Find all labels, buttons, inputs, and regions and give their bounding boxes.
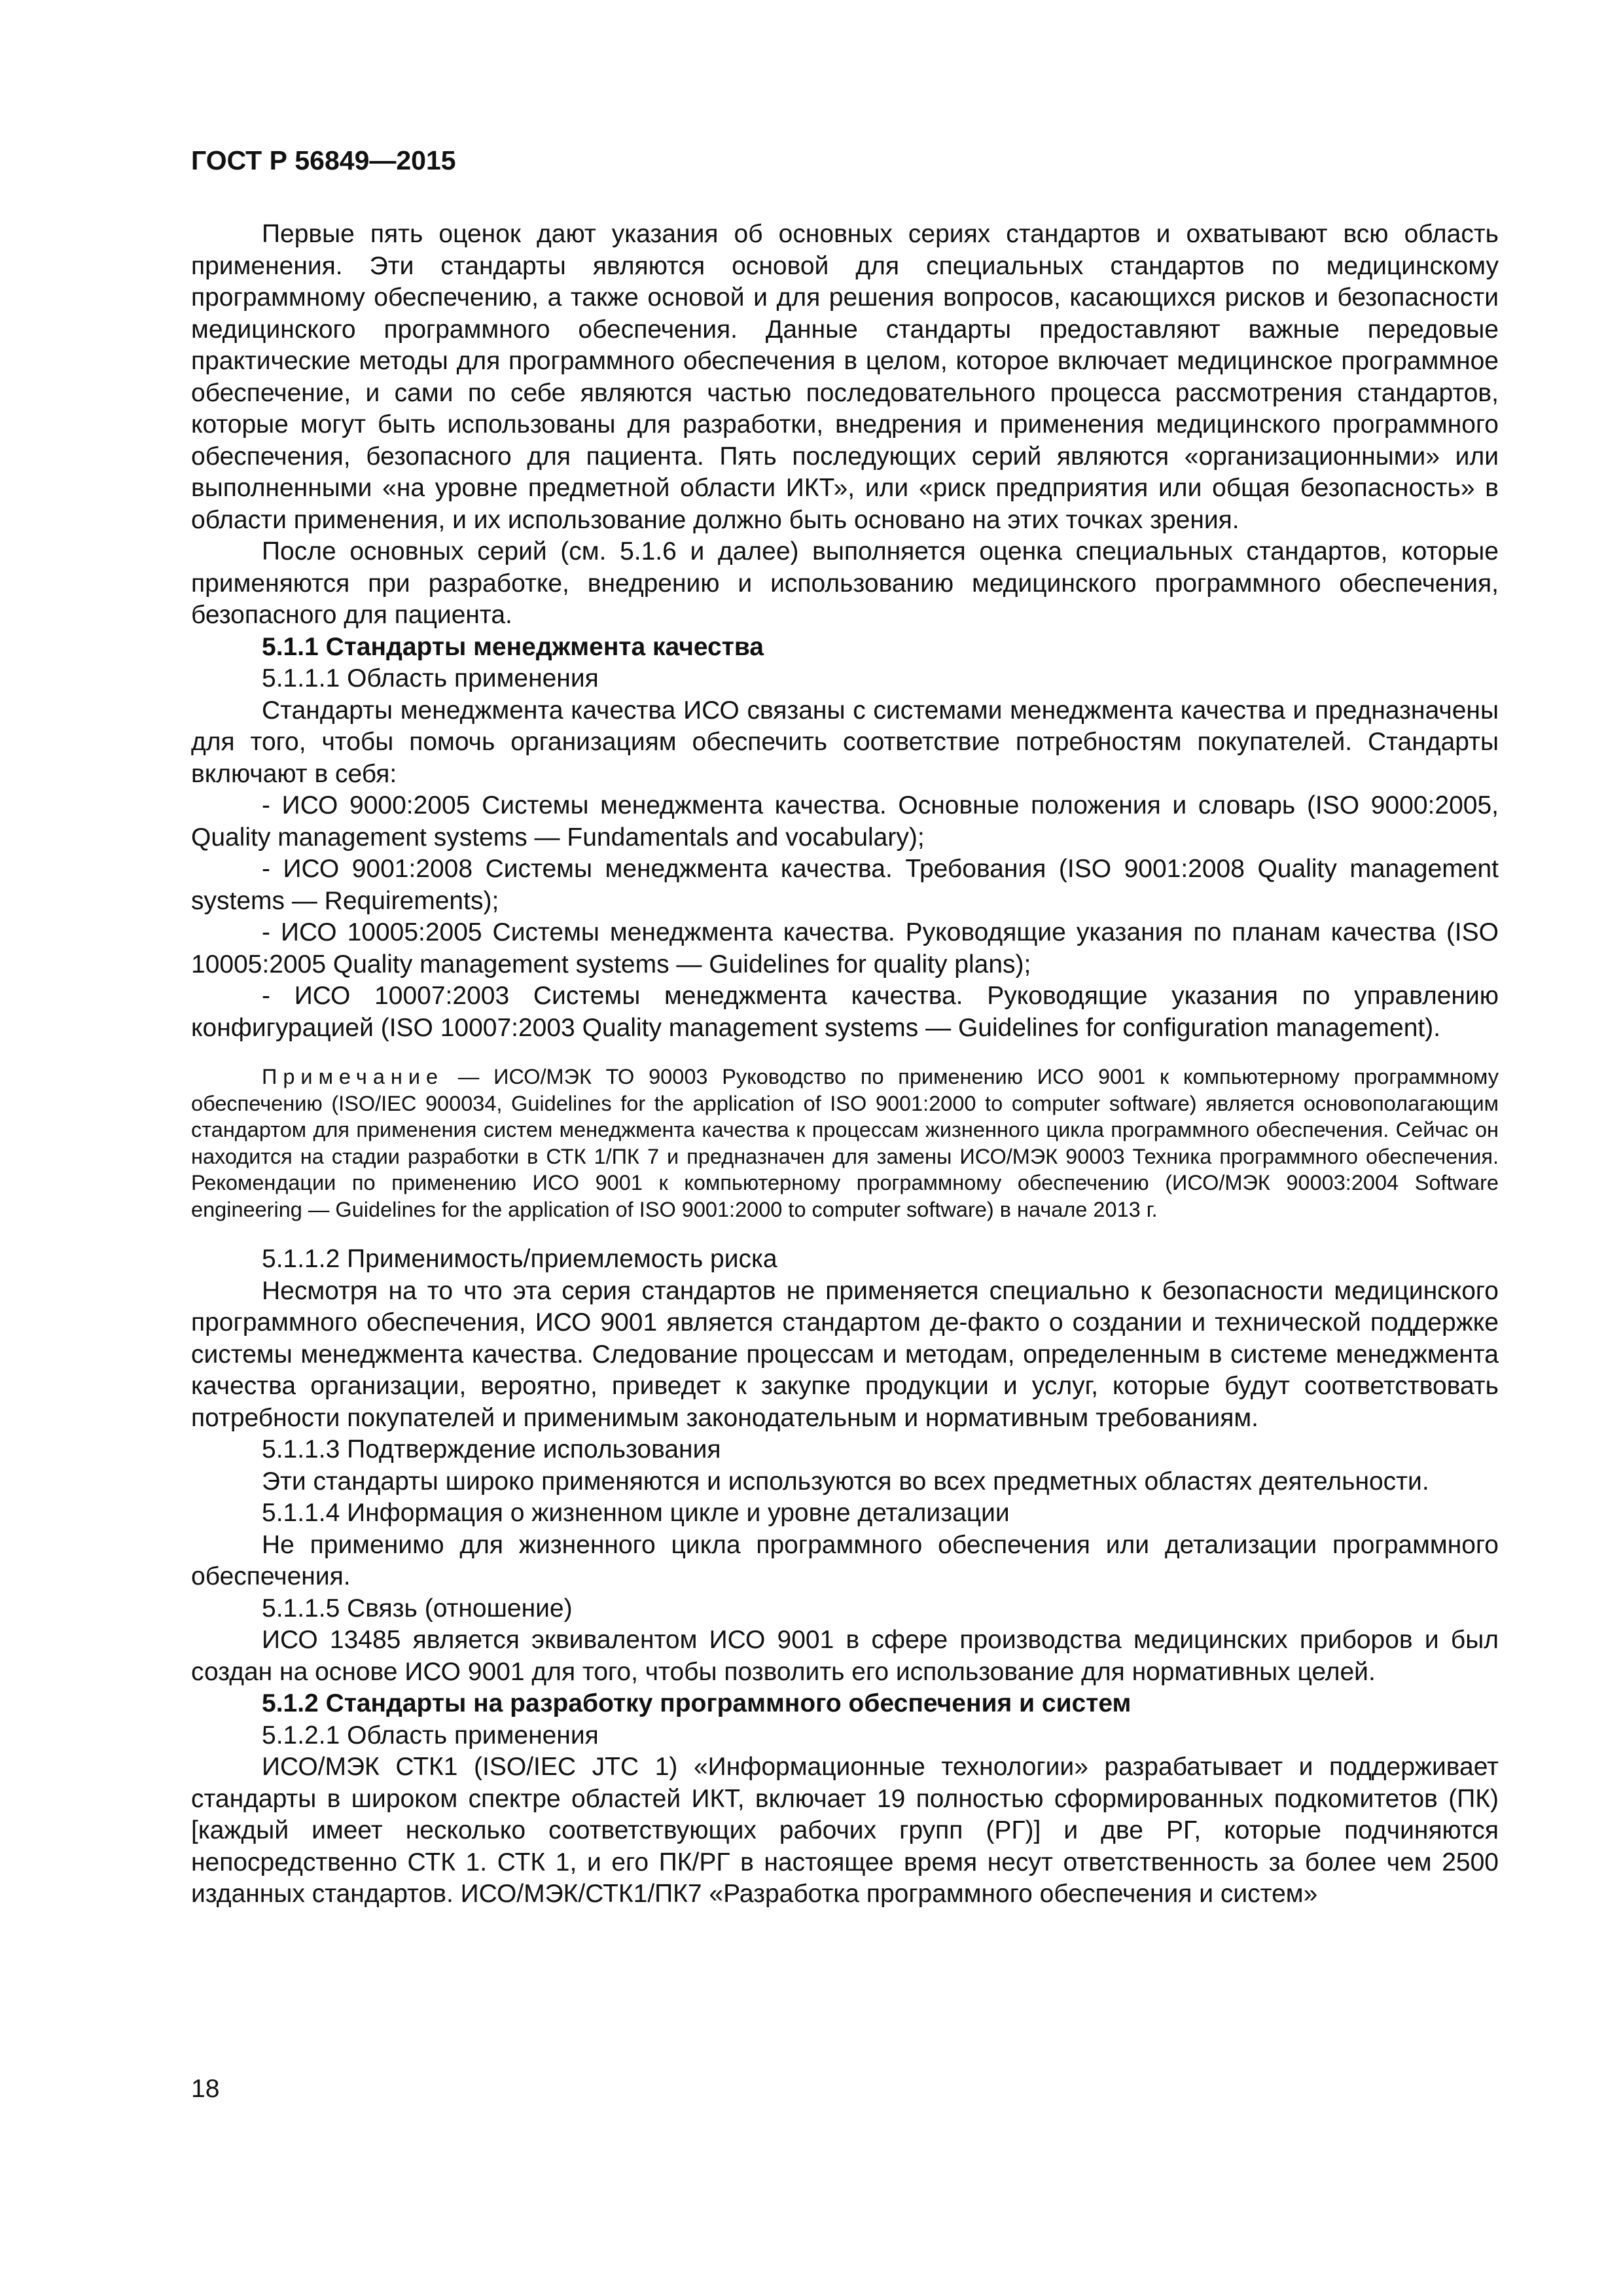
paragraph: Стандарты менеджмента качества ИСО связаны с системами менеджмента качества и предназначены для того, чтобы помочь организациям обеспечить соответствие потребностям покупателей. Стандарты включают в себя: — [191, 696, 1499, 788]
paragraph: Эти стандарты широко применяются и используются во всех предметных областях деятельности. — [262, 1467, 1429, 1496]
note-block — [191, 1064, 1499, 1223]
note-paragraph — [191, 1064, 1499, 1223]
page-content — [191, 144, 1499, 1910]
paragraph: Первые пять оценок дают указания об основных сериях стандартов и охватывают всю область применения. Эти стандарты являются основой для специальных стандартов по медицинскому программному обеспечению, а также основой и для решения вопросов, касающихся рисков и безопасности медицинского программного обеспечения. Данные стандарты предоставляют важные передовые практические методы для программного обеспечения в целом, которое включает медицинское программное обеспечение, и сами по себе являются частью последовательного процесса рассмотрения стандартов, которые могут быть использованы для разработки, внедрения и применения медицинского программного обеспечения, безопасного для пациента. Пять последующих серий являются «организационными» или выполненными «на уровне предметной области ИКТ», или «риск предприятия или общая безопасность» в области применения, и их использование должно быть основано на этих точках зрения. — [191, 220, 1499, 534]
document-body — [191, 219, 1499, 1910]
paragraph: После основных серий (см. 5.1.6 и далее) выполняется оценка специальных стандартов, которые применяются при разработке, внедрению и использованию медицинского программного обеспечения, безопасного для пациента. — [191, 537, 1499, 629]
note-text: — ИСО/МЭК ТО 90003 Руководство по применению ИСО 9001 к компьютерному программному обеспечению (ISO/IEC 900034, Guidelines for the application of ISO 9001:2000 to computer software) является основополагающим стандартом для применения систем менеджмента качества к процессам жизненного цикла программного обеспечения. Сейчас он находится на стадии разработки в СТК 1/ПК 7 и предназначен для замены ИСО/МЭК 90003 Техника программного обеспечения. Рекомендации по применению ИСО 9001 к компьютерному программному обеспечению (ИСО/МЭК 90003:2004 Software engineering — Guidelines for the application of ISO 9001:2000 to computer software) в начале 2013 г. — [191, 1065, 1499, 1221]
section-heading-5-1-2: 5.1.2 Стандарты на разработку программного обеспечения и систем — [262, 1689, 1132, 1717]
note-label: Примечание — [262, 1065, 444, 1088]
paragraph: ИСО/МЭК СТК1 (ISO/IEC JTC 1) «Информационные технологии» разрабатывает и поддерживает стандарты в широком спектре областей ИКТ, включает 19 полностью сформированных подкомитетов (ПК) [каждый имеет несколько соответствующих рабочих групп (РГ)] и две РГ, которые подчиняются непосредственно СТК 1. СТК 1, и его ПК/РГ в настоящее время несут ответственность за более чем 2500 изданных стандартов. ИСО/МЭК/СТК1/ПК7 «Разработка программного обеспечения и систем» — [191, 1753, 1499, 1908]
subsection-heading-5-1-1-3: 5.1.1.3 Подтверждение использования — [262, 1435, 721, 1463]
document-header: ГОСТ Р 56849—2015 — [191, 145, 456, 175]
subsection-heading-5-1-1-2: 5.1.1.2 Применимость/приемлемость риска — [262, 1245, 777, 1273]
list-item: - ИСО 9000:2005 Системы менеджмента качества. Основные положения и словарь (ISO 9000:2005, Quality management systems — Fundamentals and vocabulary); — [191, 791, 1499, 852]
paragraph: ИСО 13485 является эквивалентом ИСО 9001 в сфере производства медицинских приборов и был создан на основе ИСО 9001 для того, чтобы позволить его использование для нормативных целей. — [191, 1626, 1499, 1686]
subsection-heading-5-1-1-4: 5.1.1.4 Информация о жизненном цикле и уровне детализации — [262, 1499, 1010, 1527]
paragraph: Несмотря на то что эта серия стандартов не применяется специально к безопасности медицинского программного обеспечения, ИСО 9001 является стандартом де-факто о создании и технической поддержке системы менеджмента качества. Следование процессам и методам, определенным в системе менеджмента качества организации, вероятно, приведет к закупке продукции и услуг, которые будут соответствовать потребности покупателей и применимым законодательным и нормативным требованиям. — [191, 1276, 1499, 1432]
paragraph: Не применимо для жизненного цикла программного обеспечения или детализации программного обеспечения. — [191, 1530, 1499, 1590]
section-heading-5-1-1: 5.1.1 Стандарты менеджмента качества — [262, 632, 764, 661]
list-item: - ИСО 9001:2008 Системы менеджмента качества. Требования (ISO 9001:2008 Quality management systems — Requirements); — [191, 855, 1499, 915]
subsection-heading-5-1-2-1: 5.1.2.1 Область применения — [262, 1721, 599, 1749]
subsection-heading-5-1-1-5: 5.1.1.5 Связь (отношение) — [262, 1594, 573, 1623]
page-number: 18 — [191, 2075, 220, 2103]
list-item: - ИСО 10005:2005 Системы менеджмента качества. Руководящие указания по планам качества (ISO 10005:2005 Quality management systems — Guidelines for quality plans); — [191, 918, 1499, 978]
subsection-heading-5-1-1-1: 5.1.1.1 Область применения — [262, 664, 599, 692]
list-item: - ИСО 10007:2003 Системы менеджмента качества. Руководящие указания по управлению конфигурацией (ISO 10007:2003 Quality management systems — Guidelines for configuration management). — [191, 982, 1499, 1042]
